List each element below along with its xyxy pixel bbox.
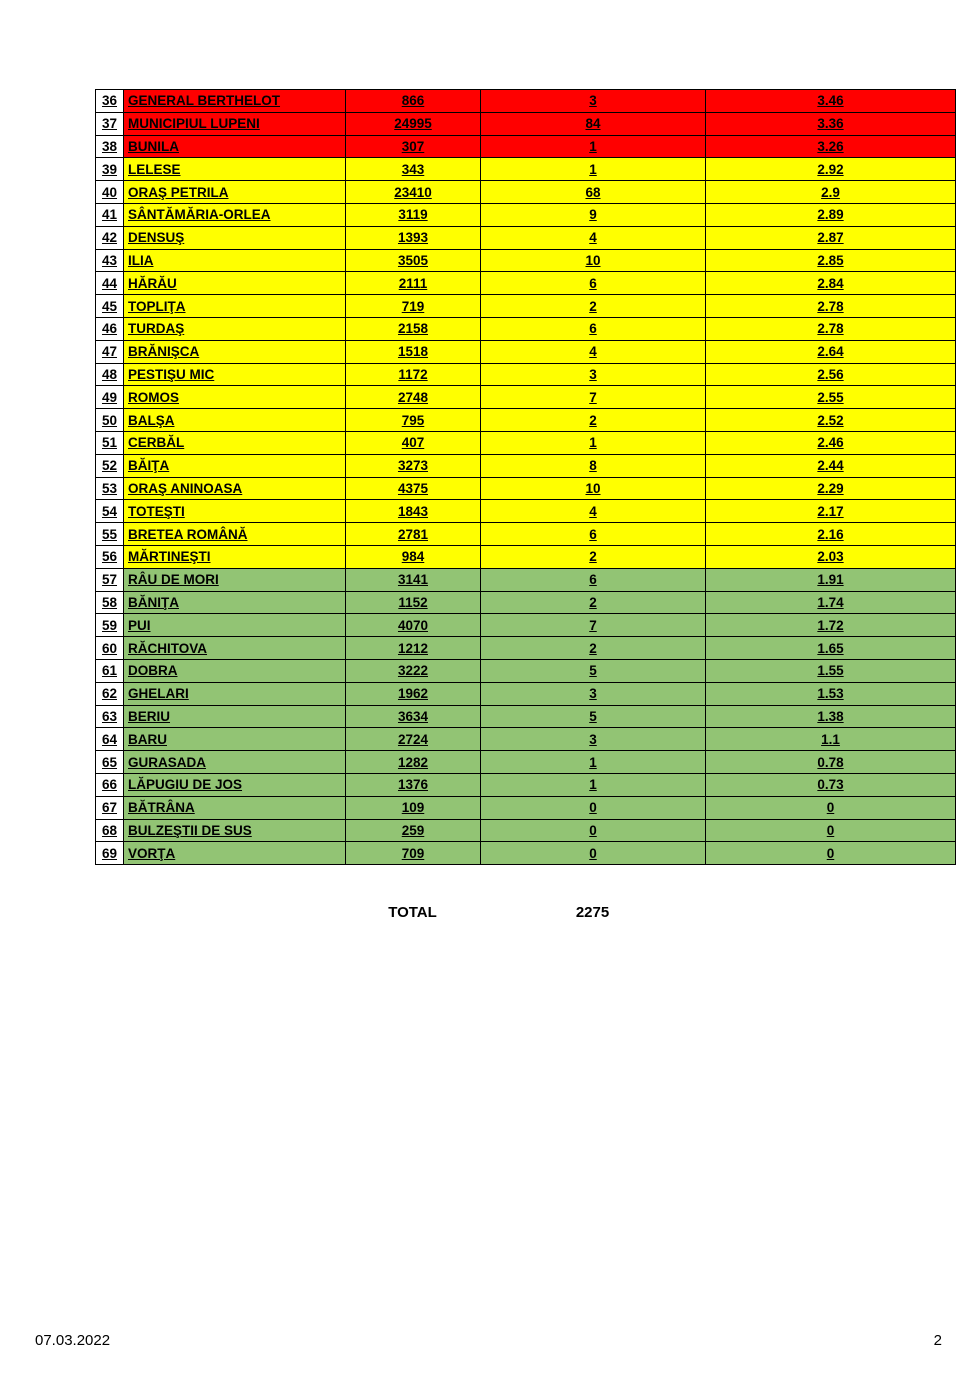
table-row	[96, 819, 956, 842]
cell-cases: 2	[481, 545, 706, 568]
cell-name: DENSUŞ	[124, 226, 346, 249]
table-row	[96, 226, 956, 249]
cell-name: PUI	[124, 614, 346, 637]
cell-cases: 6	[481, 317, 706, 340]
cell-index: 42	[96, 226, 124, 249]
cell-rate: 2.16	[706, 523, 956, 546]
total-label: TOTAL	[388, 903, 437, 921]
cell-population: 109	[346, 796, 481, 819]
cell-index: 55	[96, 523, 124, 546]
cell-index: 58	[96, 591, 124, 614]
cell-name: BĂIŢA	[124, 454, 346, 477]
cell-cases: 1	[481, 773, 706, 796]
cell-population: 1962	[346, 682, 481, 705]
cell-rate: 2.29	[706, 477, 956, 500]
cell-name: VORŢA	[124, 842, 346, 865]
cell-cases: 2	[481, 295, 706, 318]
cell-population: 3273	[346, 454, 481, 477]
cell-rate: 2.84	[706, 272, 956, 295]
cell-population: 407	[346, 431, 481, 454]
cell-cases: 2	[481, 409, 706, 432]
cell-name: RÂU DE MORI	[124, 568, 346, 591]
total-row	[95, 900, 955, 924]
cell-name: TURDAŞ	[124, 317, 346, 340]
cell-population: 3222	[346, 659, 481, 682]
cell-cases: 2	[481, 591, 706, 614]
cell-name: BRĂNIŞCA	[124, 340, 346, 363]
cell-name: MĂRTINEŞTI	[124, 545, 346, 568]
cell-name: GENERAL BERTHELOT	[124, 90, 346, 113]
cell-population: 1282	[346, 751, 481, 774]
cell-population: 795	[346, 409, 481, 432]
cell-index: 54	[96, 500, 124, 523]
cell-rate: 2.85	[706, 249, 956, 272]
table-row	[96, 500, 956, 523]
cell-index: 47	[96, 340, 124, 363]
cell-cases: 0	[481, 819, 706, 842]
cell-name: GURASADA	[124, 751, 346, 774]
cell-cases: 10	[481, 249, 706, 272]
cell-rate: 1.74	[706, 591, 956, 614]
cell-name: BALŞA	[124, 409, 346, 432]
cell-name: CERBĂL	[124, 431, 346, 454]
cell-cases: 7	[481, 614, 706, 637]
table-row	[96, 295, 956, 318]
cell-cases: 1	[481, 431, 706, 454]
cell-population: 1393	[346, 226, 481, 249]
cell-rate: 1.55	[706, 659, 956, 682]
cell-population: 259	[346, 819, 481, 842]
cell-rate: 2.9	[706, 181, 956, 204]
cell-rate: 2.64	[706, 340, 956, 363]
table-row	[96, 682, 956, 705]
cell-index: 52	[96, 454, 124, 477]
cell-name: GHELARI	[124, 682, 346, 705]
cell-cases: 1	[481, 751, 706, 774]
table-row	[96, 796, 956, 819]
table-row	[96, 135, 956, 158]
table-row	[96, 409, 956, 432]
cell-index: 43	[96, 249, 124, 272]
cell-name: MUNICIPIUL LUPENI	[124, 112, 346, 135]
table-row	[96, 751, 956, 774]
cell-cases: 1	[481, 158, 706, 181]
table-row	[96, 386, 956, 409]
cell-index: 36	[96, 90, 124, 113]
cell-rate: 2.56	[706, 363, 956, 386]
cell-population: 1152	[346, 591, 481, 614]
cell-cases: 4	[481, 340, 706, 363]
table-row	[96, 773, 956, 796]
cell-cases: 4	[481, 226, 706, 249]
cell-population: 4070	[346, 614, 481, 637]
cell-rate: 2.17	[706, 500, 956, 523]
cell-name: BRETEA ROMÂNĂ	[124, 523, 346, 546]
cell-rate: 3.26	[706, 135, 956, 158]
cell-name: DOBRA	[124, 659, 346, 682]
cell-cases: 6	[481, 568, 706, 591]
cell-population: 24995	[346, 112, 481, 135]
cell-cases: 8	[481, 454, 706, 477]
cell-cases: 3	[481, 363, 706, 386]
cell-population: 1172	[346, 363, 481, 386]
table-row	[96, 591, 956, 614]
cell-cases: 5	[481, 659, 706, 682]
cell-population: 4375	[346, 477, 481, 500]
cell-rate: 3.46	[706, 90, 956, 113]
table-row	[96, 317, 956, 340]
cell-name: BĂTRÂNA	[124, 796, 346, 819]
footer-page-number: 2	[933, 1332, 942, 1349]
cell-population: 1212	[346, 637, 481, 660]
cell-name: BERIU	[124, 705, 346, 728]
table-row	[96, 363, 956, 386]
table-row	[96, 181, 956, 204]
cell-population: 3141	[346, 568, 481, 591]
cell-population: 719	[346, 295, 481, 318]
cell-rate: 0	[706, 842, 956, 865]
cell-name: ORAŞ PETRILA	[124, 181, 346, 204]
cell-population: 866	[346, 90, 481, 113]
cell-index: 62	[96, 682, 124, 705]
cell-cases: 68	[481, 181, 706, 204]
table-row	[96, 90, 956, 113]
cell-name: TOTEŞTI	[124, 500, 346, 523]
table-row	[96, 272, 956, 295]
cell-index: 41	[96, 203, 124, 226]
cell-index: 53	[96, 477, 124, 500]
cell-cases: 10	[481, 477, 706, 500]
table-body	[96, 90, 956, 865]
cell-rate: 1.53	[706, 682, 956, 705]
cell-index: 69	[96, 842, 124, 865]
cell-cases: 5	[481, 705, 706, 728]
cell-name: PESTIŞU MIC	[124, 363, 346, 386]
table-row	[96, 431, 956, 454]
cell-index: 59	[96, 614, 124, 637]
incidence-table	[95, 89, 956, 865]
cell-name: ILIA	[124, 249, 346, 272]
cell-rate: 3.36	[706, 112, 956, 135]
cell-rate: 0	[706, 819, 956, 842]
table-row	[96, 637, 956, 660]
cell-rate: 2.44	[706, 454, 956, 477]
cell-index: 46	[96, 317, 124, 340]
cell-rate: 1.1	[706, 728, 956, 751]
table-row	[96, 340, 956, 363]
cell-rate: 0.73	[706, 773, 956, 796]
table-row	[96, 842, 956, 865]
cell-index: 65	[96, 751, 124, 774]
cell-index: 64	[96, 728, 124, 751]
cell-population: 984	[346, 545, 481, 568]
table-row	[96, 477, 956, 500]
cell-population: 1843	[346, 500, 481, 523]
table-row	[96, 112, 956, 135]
cell-name: ORAŞ ANINOASA	[124, 477, 346, 500]
cell-index: 44	[96, 272, 124, 295]
cell-name: RĂCHITOVA	[124, 637, 346, 660]
table-row	[96, 728, 956, 751]
cell-rate: 2.46	[706, 431, 956, 454]
cell-rate: 1.38	[706, 705, 956, 728]
cell-name: BULZEŞTII DE SUS	[124, 819, 346, 842]
cell-index: 57	[96, 568, 124, 591]
cell-name: SÂNTĂMĂRIA-ORLEA	[124, 203, 346, 226]
cell-name: ROMOS	[124, 386, 346, 409]
cell-index: 56	[96, 545, 124, 568]
cell-population: 343	[346, 158, 481, 181]
cell-population: 3505	[346, 249, 481, 272]
cell-cases: 6	[481, 272, 706, 295]
cell-index: 49	[96, 386, 124, 409]
cell-population: 307	[346, 135, 481, 158]
cell-index: 37	[96, 112, 124, 135]
cell-name: BUNILA	[124, 135, 346, 158]
cell-rate: 2.87	[706, 226, 956, 249]
cell-index: 61	[96, 659, 124, 682]
cell-index: 67	[96, 796, 124, 819]
cell-index: 39	[96, 158, 124, 181]
cell-name: LELESE	[124, 158, 346, 181]
cell-rate: 2.55	[706, 386, 956, 409]
cell-index: 45	[96, 295, 124, 318]
cell-population: 2724	[346, 728, 481, 751]
cell-rate: 2.92	[706, 158, 956, 181]
cell-name: BARU	[124, 728, 346, 751]
total-cases-value: 2275	[575, 903, 610, 921]
cell-cases: 6	[481, 523, 706, 546]
cell-population: 2781	[346, 523, 481, 546]
cell-index: 60	[96, 637, 124, 660]
table-row	[96, 545, 956, 568]
cell-population: 1518	[346, 340, 481, 363]
cell-population: 709	[346, 842, 481, 865]
cell-cases: 1	[481, 135, 706, 158]
cell-index: 63	[96, 705, 124, 728]
cell-rate: 1.65	[706, 637, 956, 660]
cell-rate: 1.91	[706, 568, 956, 591]
cell-cases: 7	[481, 386, 706, 409]
cell-cases: 0	[481, 842, 706, 865]
table-row	[96, 705, 956, 728]
cell-name: HĂRĂU	[124, 272, 346, 295]
cell-index: 68	[96, 819, 124, 842]
table-row	[96, 523, 956, 546]
table-row	[96, 454, 956, 477]
cell-population: 2748	[346, 386, 481, 409]
cell-population: 2158	[346, 317, 481, 340]
cell-rate: 2.78	[706, 317, 956, 340]
cell-rate: 0	[706, 796, 956, 819]
footer-date: 07.03.2022	[35, 1332, 111, 1349]
table-row	[96, 249, 956, 272]
cell-rate: 2.52	[706, 409, 956, 432]
cell-index: 51	[96, 431, 124, 454]
cell-rate: 2.78	[706, 295, 956, 318]
cell-cases: 0	[481, 796, 706, 819]
cell-population: 2111	[346, 272, 481, 295]
cell-cases: 9	[481, 203, 706, 226]
cell-name: LĂPUGIU DE JOS	[124, 773, 346, 796]
cell-index: 50	[96, 409, 124, 432]
cell-index: 38	[96, 135, 124, 158]
table-row	[96, 659, 956, 682]
cell-population: 23410	[346, 181, 481, 204]
cell-rate: 0.78	[706, 751, 956, 774]
cell-rate: 2.03	[706, 545, 956, 568]
cell-cases: 3	[481, 682, 706, 705]
cell-cases: 2	[481, 637, 706, 660]
cell-rate: 2.89	[706, 203, 956, 226]
table-row	[96, 568, 956, 591]
cell-name: BĂNIŢA	[124, 591, 346, 614]
cell-population: 3119	[346, 203, 481, 226]
cell-index: 48	[96, 363, 124, 386]
cell-population: 1376	[346, 773, 481, 796]
cell-cases: 4	[481, 500, 706, 523]
table-row	[96, 158, 956, 181]
cell-name: TOPLIŢA	[124, 295, 346, 318]
cell-index: 40	[96, 181, 124, 204]
cell-cases: 84	[481, 112, 706, 135]
cell-cases: 3	[481, 728, 706, 751]
cell-cases: 3	[481, 90, 706, 113]
cell-population: 3634	[346, 705, 481, 728]
cell-rate: 1.72	[706, 614, 956, 637]
table-row	[96, 614, 956, 637]
table-row	[96, 203, 956, 226]
cell-index: 66	[96, 773, 124, 796]
